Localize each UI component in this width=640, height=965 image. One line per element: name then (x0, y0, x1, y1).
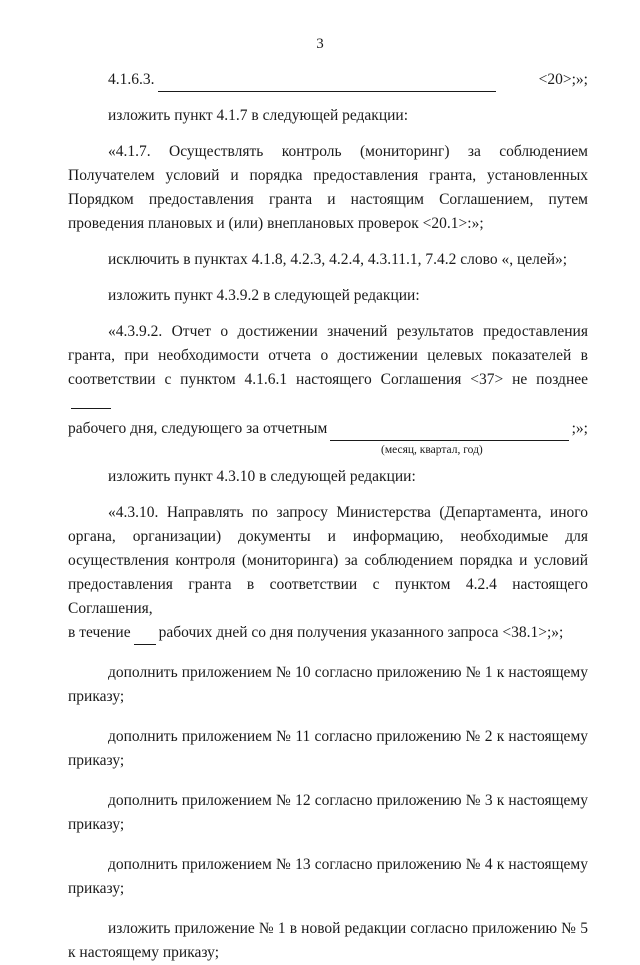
paragraph-7 (68, 501, 588, 645)
page-number: 3 (316, 36, 324, 52)
document-body (68, 68, 588, 965)
paragraph-12: изложить приложение № 1 в новой редакции согласно приложению № 5 к настоящему приказу; (68, 920, 588, 961)
paragraph-5-line-suffix: ;»; (571, 420, 588, 437)
blank-line (71, 392, 111, 409)
paragraph-5 (68, 320, 588, 457)
paragraph-3: исключить в пунктах 4.1.8, 4.2.3, 4.2.4, 4.3.11.1, 7.4.2 слово «, целей»; (108, 251, 568, 268)
blank-line (330, 424, 568, 441)
item-4-1-6-3-suffix: <20>;»; (538, 71, 588, 88)
paragraph-8: дополнить приложением № 10 согласно приложению № 1 к настоящему приказу; (68, 664, 588, 705)
paragraph-5-caption: (месяц, квартал, год) (381, 444, 483, 456)
paragraph-5-line (68, 417, 588, 441)
paragraph-7-line (68, 621, 588, 645)
item-4-1-6-3-prefix: 4.1.6.3. (108, 71, 155, 88)
paragraph-9: дополнить приложением № 11 согласно приложению № 2 к настоящему приказу; (68, 728, 588, 769)
blank-line (134, 628, 156, 645)
paragraph-7-line-suffix: рабочих дней со дня получения указанного запроса <38.1>;»; (158, 624, 564, 641)
paragraph-1: изложить пункт 4.1.7 в следующей редакции: (108, 107, 409, 124)
paragraph-11: дополнить приложением № 13 согласно приложению № 4 к настоящему приказу; (68, 856, 588, 897)
paragraph-7-text: «4.3.10. Направлять по запросу Министерства (Департамента, иного органа, организации) документы и информацию, необходимые для осуществления контроля (мониторинга) за соблюдением порядка и условий предоставления гранта в соответствии с пунктом 4.2.4 настоящего Соглашения, (68, 504, 588, 617)
blank-line (158, 75, 496, 92)
paragraph-4: изложить пункт 4.3.9.2 в следующей редакции: (108, 287, 420, 304)
paragraph-7-line-prefix: в течение (68, 624, 131, 641)
paragraph-6: изложить пункт 4.3.10 в следующей редакции: (108, 468, 416, 485)
paragraph-2: «4.1.7. Осуществлять контроль (мониторинг) за соблюдением Получателем условий и порядка предоставления гранта, установленных Порядком предоставления гранта и настоящим Соглашением, путем проведения плановых и (или) внеплановых проверок <20.1>:»; (68, 143, 588, 232)
item-4-1-6-3 (68, 68, 588, 92)
paragraph-10: дополнить приложением № 12 согласно приложению № 3 к настоящему приказу; (68, 792, 588, 833)
paragraph-5-line-prefix: рабочего дня, следующего за отчетным (68, 420, 328, 437)
paragraph-5-text: «4.3.9.2. Отчет о достижении значений результатов предоставления гранта, при необходимости отчета о достижении целевых показателей в соответствии с пунктом 4.1.6.1 настоящего Соглашения <37> не позднее (68, 323, 588, 388)
